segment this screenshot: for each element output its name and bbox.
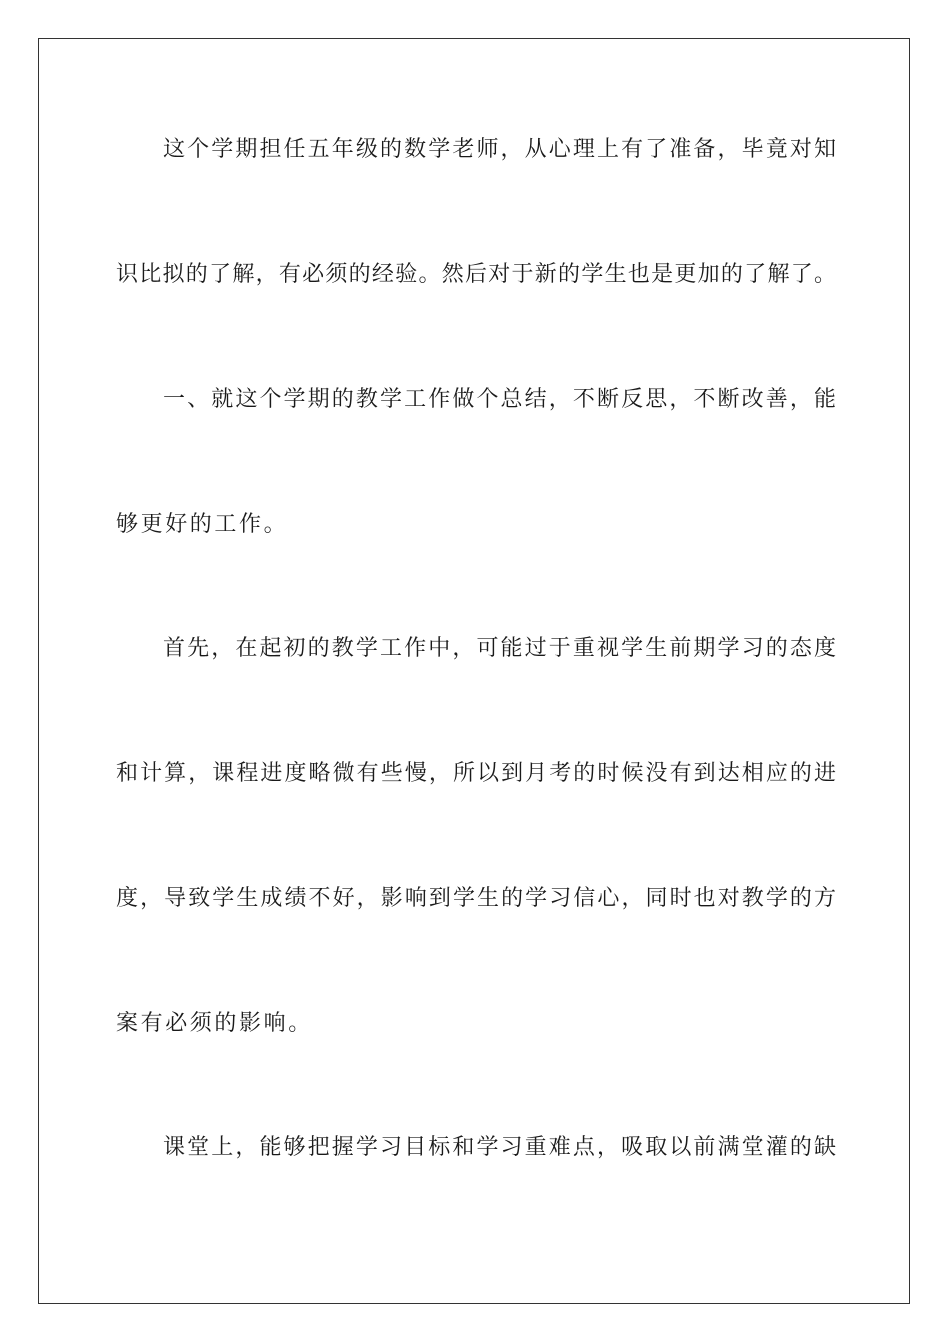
page-border [38, 38, 910, 1304]
paragraph-1-line-2: 识比拟的了解，有必须的经验。然后对于新的学生也是更加的了解了。 [116, 262, 836, 287]
paragraph-3-line-1: 首先，在起初的教学工作中，可能过于重视学生前期学习的态度 [163, 636, 836, 661]
paragraph-2-line-1: 一、就这个学期的教学工作做个总结，不断反思，不断改善，能 [163, 387, 836, 412]
paragraph-3-line-3: 度，导致学生成绩不好，影响到学生的学习信心，同时也对教学的方 [116, 886, 836, 911]
paragraph-4-line-1: 课堂上，能够把握学习目标和学习重难点，吸取以前满堂灌的缺 [163, 1135, 836, 1160]
paragraph-3-line-2: 和计算，课程进度略微有些慢，所以到月考的时候没有到达相应的进 [116, 761, 836, 786]
paragraph-1-line-1: 这个学期担任五年级的数学老师，从心理上有了准备，毕竟对知 [163, 137, 836, 162]
paragraph-3-line-4: 案有必须的影响。 [116, 1011, 313, 1036]
paragraph-2-line-2: 够更好的工作。 [116, 512, 289, 537]
